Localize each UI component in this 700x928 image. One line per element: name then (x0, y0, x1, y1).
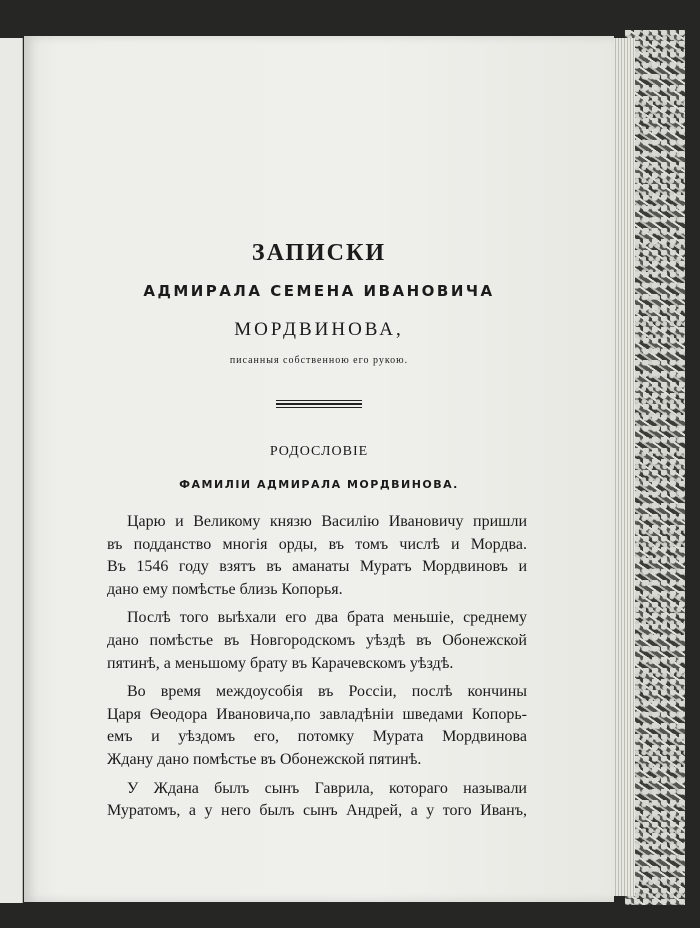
divider-ornament (276, 400, 362, 408)
previous-page-strip (0, 38, 23, 903)
text-line: Царя Ѳеодора Ивановича,по завладѣніи шведами Копорь- (107, 705, 527, 723)
text-line: Послѣ того выѣхали его два брата меньшіе, среднему (127, 609, 527, 627)
paragraph (107, 607, 527, 675)
handwritten-note: писанныя собственною его рукою. (229, 355, 409, 366)
text-line: въ подданство многія орды, въ томъ числѣ и Мордва. (107, 535, 527, 553)
paragraph (107, 511, 527, 601)
text-line: Ждану дано помѣстье въ Обонежской пятинѣ. (107, 750, 422, 768)
text-line: дано ему помѣстье близь Копорья. (107, 580, 343, 598)
text-line: дано помѣстье въ Новгородскомъ уѣздѣ въ Обонежской (107, 631, 527, 649)
page-edges (612, 38, 635, 896)
text-line: Во время междоусобія въ Россіи, послѣ кончины (127, 683, 527, 701)
text-line: У Ждана былъ сынъ Гаврила, котораго называли (127, 779, 527, 797)
text-line: Царю и Великому князю Василію Ивановичу пришли (127, 513, 527, 530)
text-line: Въ 1546 году взятъ въ аманаты Муратъ Мордвиновъ и (107, 558, 527, 576)
page-title: ЗАПИСКИ (251, 240, 387, 266)
paragraph (107, 778, 527, 823)
book-page (24, 36, 614, 902)
section-title: РОДОСЛОВІЕ (269, 444, 369, 459)
admiral-subtitle: АДМИРАЛА СЕМЕНА ИВАНОВИЧА (143, 282, 495, 300)
paragraph (107, 681, 527, 771)
text-line: Муратомъ, а у него былъ сынъ Андрей, а у того Иванъ, (107, 802, 527, 820)
text-line: емъ и уѣздомъ его, потомку Мурата Мордвинова (107, 728, 527, 746)
text-line: пятинѣ, а меньшому брату въ Карачевскомъ уѣздѣ. (107, 654, 454, 672)
surname-subtitle: МОРДВИНОВА, (234, 319, 404, 340)
section-subtitle: ФАМИЛІИ АДМИРАЛА МОРДВИНОВА. (179, 478, 459, 491)
body-text (107, 511, 527, 829)
